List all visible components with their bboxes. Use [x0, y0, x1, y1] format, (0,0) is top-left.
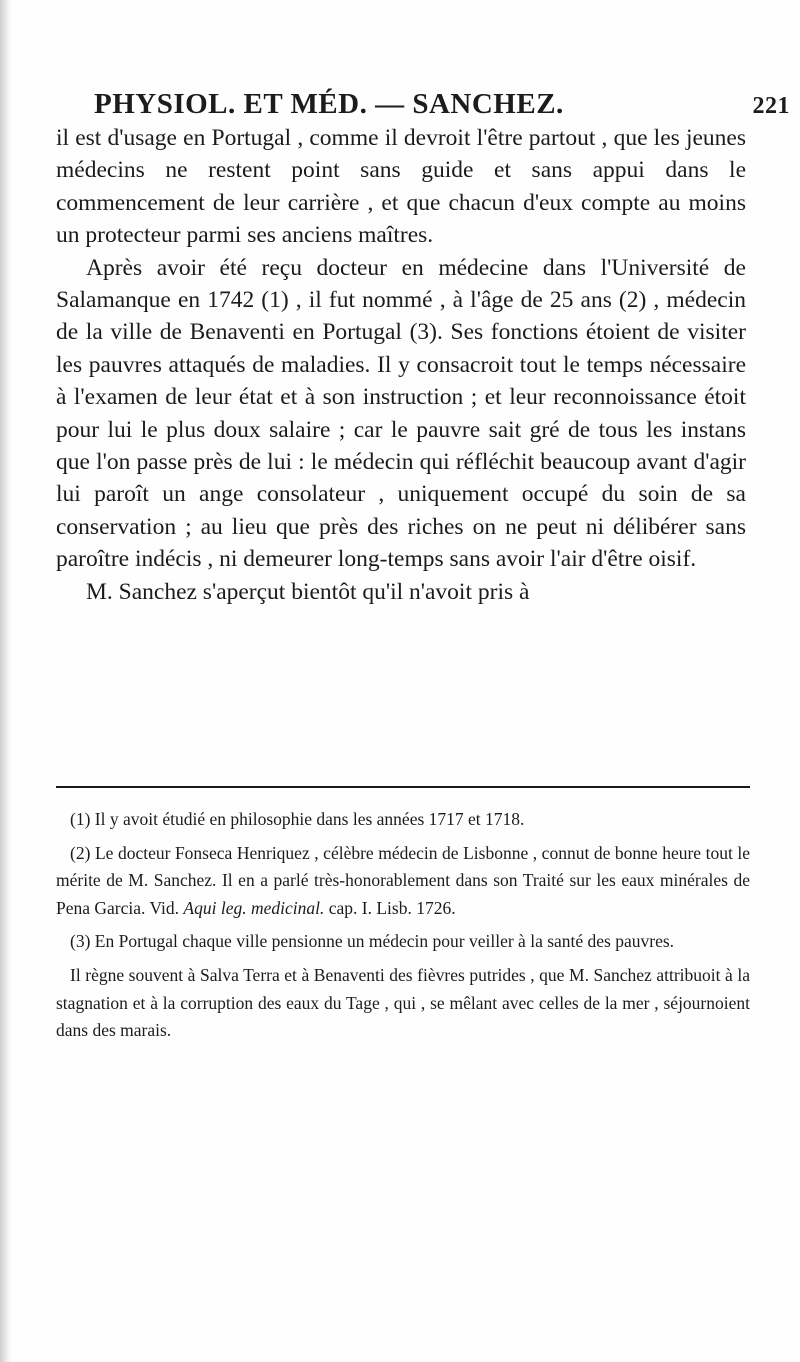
footnote-2 [56, 840, 750, 923]
paragraph-3: M. Sanchez s'aperçut bientôt qu'il n'avoit pris à [86, 578, 530, 605]
footnote-3: (3) En Portugal chaque ville pensionne un médecin pour veiller à la santé des pauvres. [70, 931, 675, 952]
footnote-2-text: (2) Le docteur Fonseca Henriquez , célèbre médecin de Lisbonne , connut de bonne heure tout le mérite de M. Sanchez. Il en a parlé très-honorablement dans son Traité sur les eaux minérales de Pena Garcia. Vid. [56, 842, 750, 918]
footnote-1: (1) Il y avoit étudié en philosophie dans les années 1717 et 1718. [70, 809, 525, 829]
footnote-2-citation: Aqui leg. medicinal. [183, 897, 325, 918]
footnote-2-end: cap. I. Lisb. 1726. [324, 897, 456, 918]
page-binding-shadow [0, 0, 12, 1362]
running-header [94, 88, 790, 121]
footnote-3-continuation: Il règne souvent à Salva Terra et à Benaventi des fièvres putrides , que M. Sanchez attribuoit à la stagnation et à la corruption des eaux du Tage , qui , se mêlant avec celles de la mer , séjournoient dans des marais. [56, 964, 750, 1041]
footnote-separator-rule [56, 786, 750, 788]
paragraph-1: il est d'usage en Portugal , comme il devroit l'être partout , que les jeunes médecins ne restent point sans guide et sans appui dans le commencement de leur carrière , et que chacun d'eux compte au moins un protecteur parmi ses anciens maîtres. [56, 125, 746, 249]
paragraph-2: Après avoir été reçu docteur en médecine dans l'Université de Salamanque en 1742 (1) , il fut nommé , à l'âge de 25 ans (2) , médecin de la ville de Benaventi en Portugal (3). Ses fonctions étoient de visiter les pauvres attaqués de maladies. Il y consacroit tout le temps nécessaire à l'examen de leur état et à son instruction ; et leur reconnoissance étoit pour lui le plus doux salaire ; car le pauvre sait gré de tous les instans que l'on passe près de lui : le médecin qui réfléchit beaucoup avant d'agir lui paroît un ange consolateur , uniquement occupé du soin de sa conservation ; au lieu que près des riches on ne peut ni délibérer sans paroître indécis , ni demeurer long-temps sans avoir l'air d'être oisif. [56, 254, 746, 573]
page-number: 221 [752, 93, 790, 119]
running-title: PHYSIOL. ET MÉD. — SANCHEZ. [94, 88, 564, 120]
footnotes [56, 806, 750, 1051]
main-text [56, 122, 746, 608]
